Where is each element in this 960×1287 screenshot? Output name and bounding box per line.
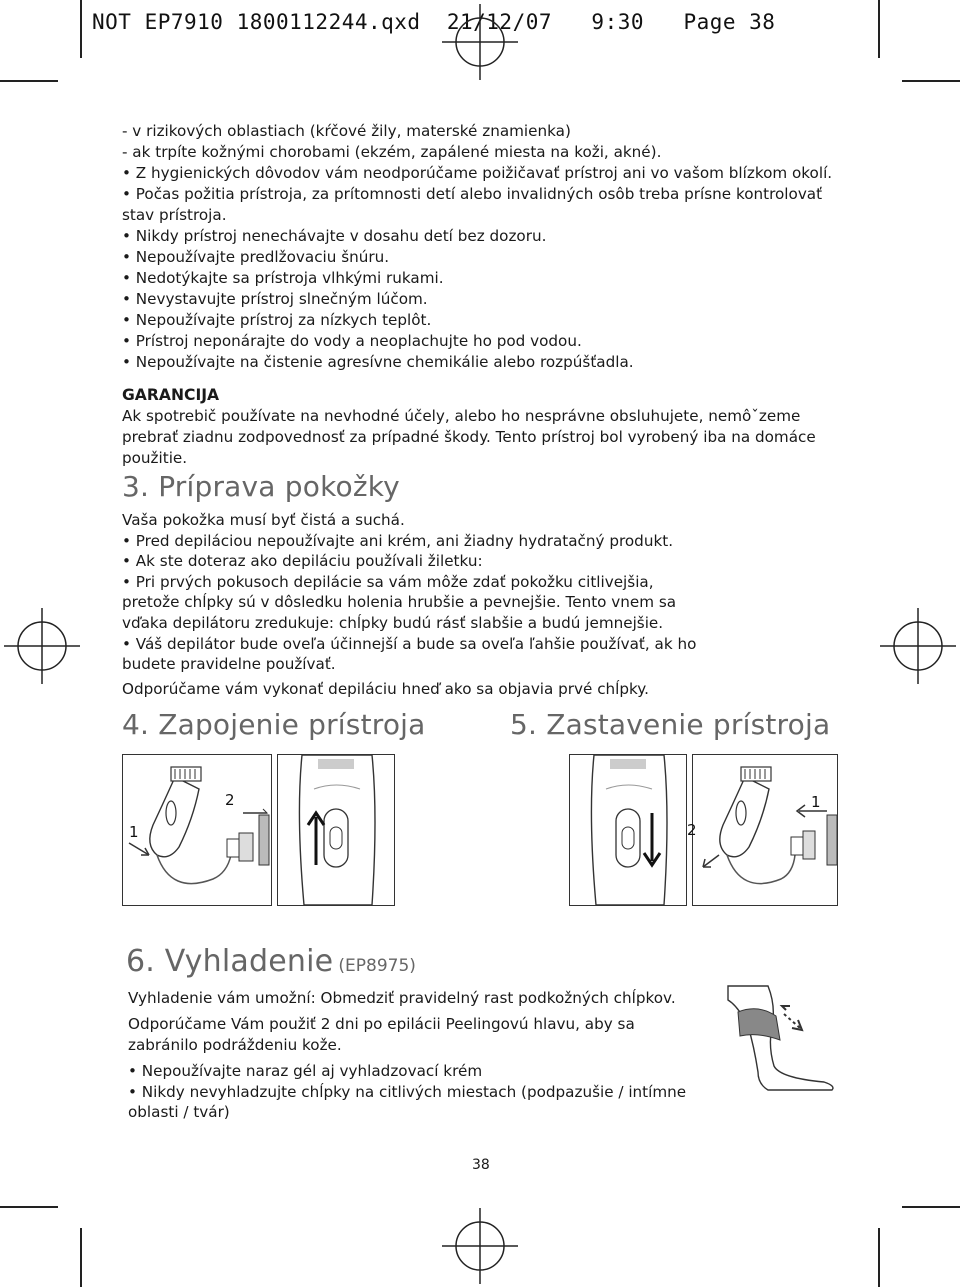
intro-value: Obmedziť pravidelný rast podkožných chĺpkov. xyxy=(320,989,676,1007)
registration-mark-bottom xyxy=(442,1208,518,1284)
model-number: (EP8975) xyxy=(338,956,416,976)
list-item: • Nepoužívajte prístroj za nízkych teplôt. xyxy=(122,311,432,329)
page-number: 38 xyxy=(472,1157,490,1173)
list-item: • Počas požitia prístroja, za prítomnosti detí alebo invalidných osôb treba prísne kontrolovať xyxy=(122,185,823,203)
step-number: 2 xyxy=(225,791,235,809)
list-item: • Nikdy nevyhladzujte chĺpky na citlivých miestach (podpazušie / intímne xyxy=(128,1082,687,1101)
intro-label: Vyhladenie vám umožní: xyxy=(128,989,316,1007)
epilator-unplug-illustration xyxy=(693,755,837,905)
list-item: • Nepoužívajte predlžovaciu šnúru. xyxy=(122,248,390,266)
section-6-intro xyxy=(128,988,676,1009)
section-3-title: 3. Príprava pokožky xyxy=(122,470,400,503)
list-item: • Nevystavujte prístroj slnečným lúčom. xyxy=(122,290,428,308)
section-6-body xyxy=(128,1014,686,1123)
section-6-heading xyxy=(126,944,416,979)
section-5-title: 5. Zastavenie prístroja xyxy=(510,708,831,741)
list-item: • Pri prvých pokusoch depilácie sa vám môže zdať pokožku citlivejšia, xyxy=(122,572,654,591)
list-item: stav prístroja. xyxy=(122,206,227,224)
file-slug: NOT EP7910 1800112244.qxd 21/12/07 9:30 Page 38 xyxy=(92,10,776,34)
list-item: Vaša pokožka musí byť čistá a suchá. xyxy=(122,511,405,529)
step-number: 2 xyxy=(687,821,697,839)
warranty-line: prebrať ziadnu zodpovednosť za prípadné škody. Tento prístroj bol vyrobený iba na domáce xyxy=(122,428,816,446)
registration-mark-right xyxy=(880,608,956,684)
registration-mark-top xyxy=(442,4,518,80)
list-item: • Nedotýkajte sa prístroja vlhkými rukami. xyxy=(122,269,444,287)
figure-switch-on xyxy=(277,754,395,906)
list-item: • Prístroj neponárajte do vody a neoplachujte ho pod vodou. xyxy=(122,332,582,350)
warranty-block xyxy=(122,385,816,469)
safety-list xyxy=(122,121,832,373)
list-item: vďaka depilátoru zredukuje: chĺpky budú rásť slabšie a budú jemnejšie. xyxy=(122,613,664,632)
list-item: pretože chĺpky sú v dôsledku holenia hrubšie a pevnejšie. Tento vnem sa xyxy=(122,593,677,612)
list-item: Odporúčame Vám použiť 2 dni po epilácii Peelingovú hlavu, aby sa xyxy=(128,1015,635,1033)
warranty-title: GARANCIJA xyxy=(122,386,220,404)
figure-plug-in xyxy=(122,754,272,906)
section-3-body xyxy=(122,510,696,699)
epilator-plug-illustration xyxy=(123,755,271,905)
list-item: - ak trpíte kožnými chorobami (ekzém, zapálené miesta na koži, akné). xyxy=(122,143,662,161)
step-number: 1 xyxy=(811,793,821,811)
list-item: • Nepoužívajte na čistenie agresívne chemikálie alebo rozpúšťadla. xyxy=(122,353,634,371)
epilator-switch-down-illustration xyxy=(570,755,686,905)
list-item: - v rizikových oblastiach (kŕčové žily, materské znamienka) xyxy=(122,122,571,140)
epilator-switch-up-illustration xyxy=(278,755,394,905)
section-6-title: 6. Vyhladenie xyxy=(126,944,334,979)
list-item: • Ak ste doteraz ako depiláciu používali žiletku: xyxy=(122,552,483,571)
step-number: 1 xyxy=(129,823,139,841)
list-item: • Váš depilátor bude oveľa účinnejší a bude sa oveľa ľahšie používať, ak ho xyxy=(122,634,697,653)
figure-switch-off xyxy=(569,754,687,906)
list-item: oblasti / tvár) xyxy=(128,1103,230,1121)
list-item: • Nikdy prístroj nenechávajte v dosahu detí bez dozoru. xyxy=(122,227,547,245)
list-item: • Z hygienických dôvodov vám neodporúčame poižičavať prístroj ani vo vašom blízkom okolí. xyxy=(122,164,833,182)
list-item: budete pravidelne používať. xyxy=(122,655,336,674)
warranty-line: použitie. xyxy=(122,449,188,467)
leg-smoothing-illustration xyxy=(728,986,840,1094)
registration-mark-left xyxy=(4,608,80,684)
figure-unplug xyxy=(687,754,838,906)
warranty-line: Ak spotrebič používate na nevhodné účely, alebo ho nesprávne obsluhujete, nemôˇzeme xyxy=(122,407,801,425)
list-item: • Nepoužívajte naraz gél aj vyhladzovací krém xyxy=(128,1062,483,1080)
list-item: Odporúčame vám vykonať depiláciu hneď ako sa objavia prvé chĺpky. xyxy=(122,679,649,698)
list-item: zabránilo podráždeniu kože. xyxy=(128,1035,342,1054)
section-4-title: 4. Zapojenie prístroja xyxy=(122,708,426,741)
list-item: • Pred depiláciou nepoužívajte ani krém, ani žiadny hydratačný produkt. xyxy=(122,531,674,550)
